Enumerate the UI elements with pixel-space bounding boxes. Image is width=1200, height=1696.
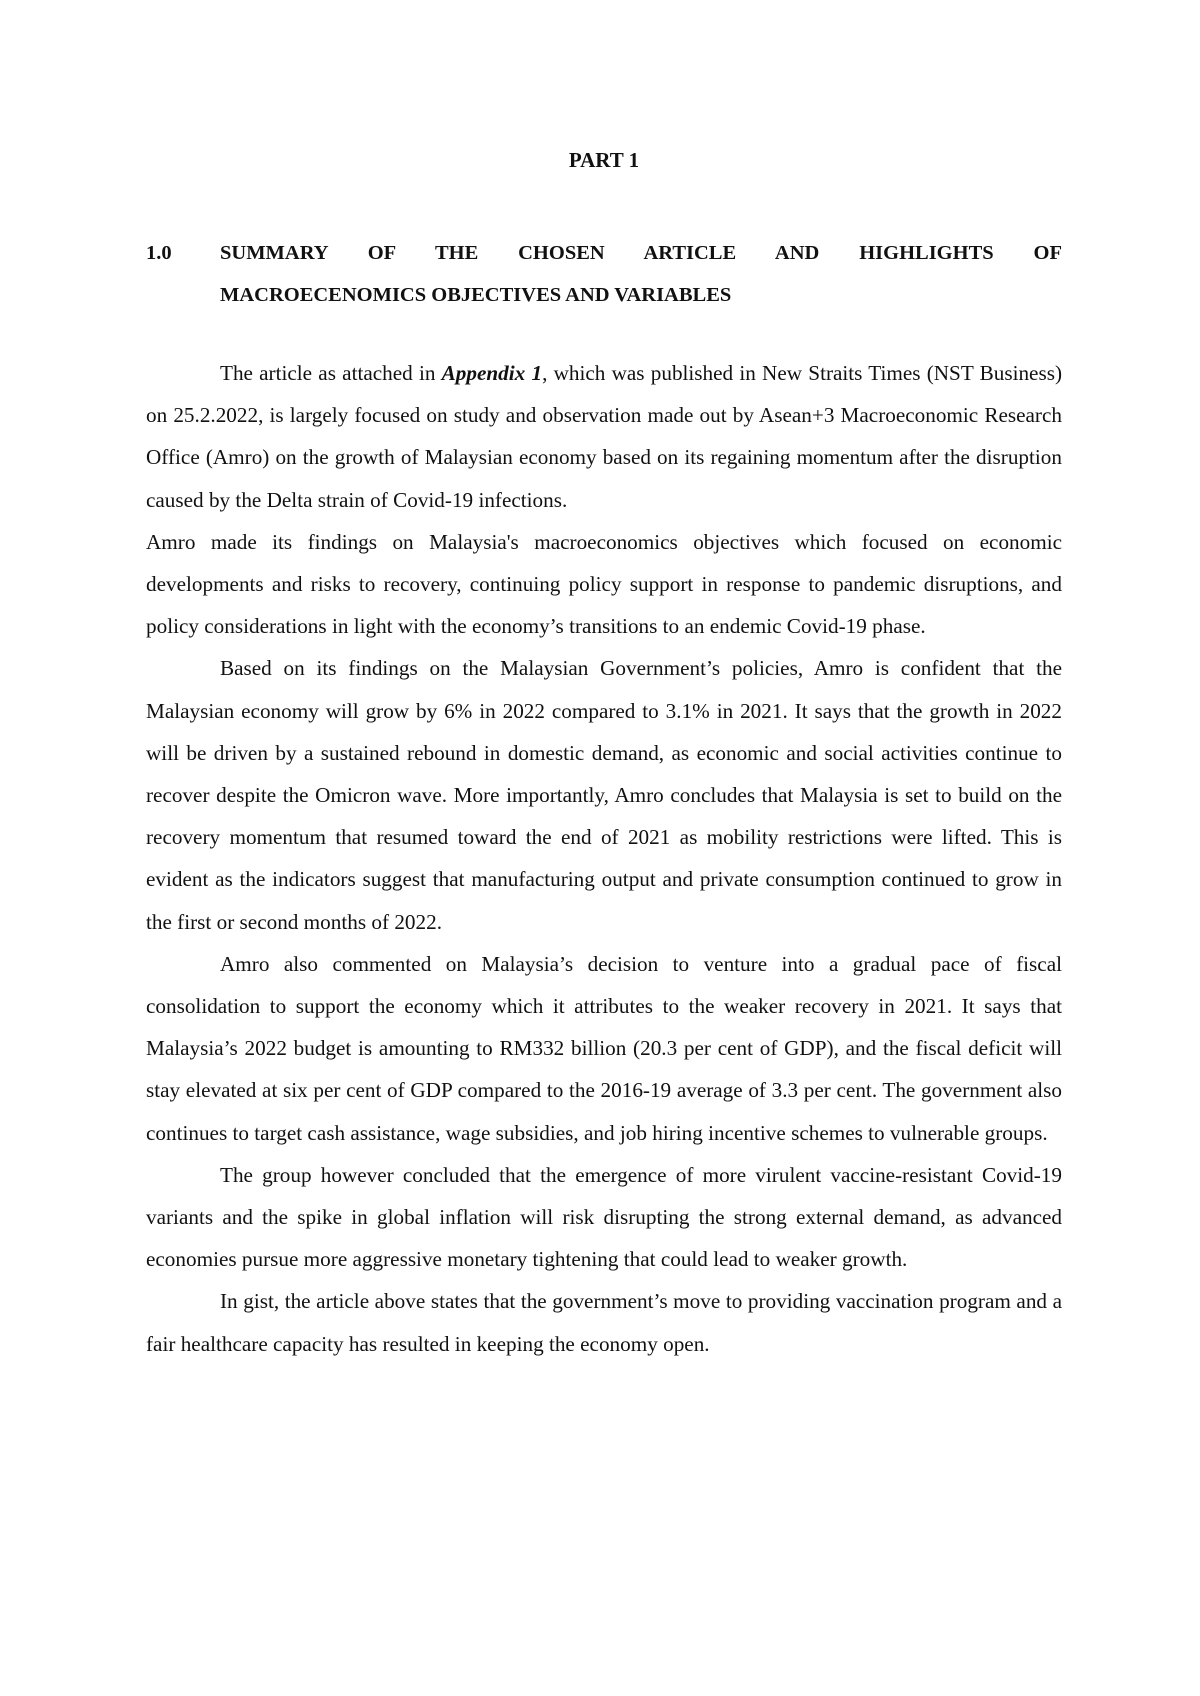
paragraph-2: Amro made its findings on Malaysia's macroeconomics objectives which focused on economic developments and risks to recovery, continuing policy support in response to pandemic disruptions, and policy considerations in light with the economy’s transitions to an endemic Covid-19 phase. — [146, 529, 1062, 639]
paragraph-5: The group however concluded that the emergence of more virulent vaccine-resistant Covid-19 variants and the spike in global inflation will risk disrupting the strong external demand, as advanced economies pursue more aggressive monetary tightening that could lead to weaker growth. — [146, 1162, 1062, 1272]
appendix-reference: Appendix 1 — [441, 361, 543, 385]
paragraph-1 — [146, 352, 1062, 521]
section-heading — [146, 232, 1062, 316]
paragraph-1-intro: The article as attached in — [220, 361, 442, 385]
section-number: 1.0 — [146, 242, 172, 264]
section-title-line-1: SUMMARY OF THE CHOSEN ARTICLE AND HIGHLIGHTS OF — [220, 242, 1062, 264]
section-title-line-2: MACROECENOMICS OBJECTIVES AND VARIABLES — [220, 284, 732, 306]
paragraph-4: Amro also commented on Malaysia’s decision to venture into a gradual pace of fiscal consolidation to support the economy which it attributes to the weaker recovery in 2021. It says that Malaysia’s 2022 budget is amounting to RM332 billion (20.3 per cent of GDP), and the fiscal deficit will stay elevated at six per cent of GDP compared to the 2016-19 average of 3.3 per cent. The government also continues to target cash assistance, wage subsidies, and job hiring incentive schemes to vulnerable groups. — [146, 951, 1062, 1145]
paragraph-6: In gist, the article above states that the government’s move to providing vaccination program and a fair healthcare capacity has resulted in keeping the economy open. — [146, 1289, 1062, 1356]
part-title: PART 1 — [568, 148, 640, 172]
paragraph-3: Based on its findings on the Malaysian Government’s policies, Amro is confident that the Malaysian economy will grow by 6% in 2022 compared to 3.1% in 2021. It says that the growth in 2022 will be driven by a sustained rebound in domestic demand, as economic and social activities continue to recover despite the Omicron wave. More importantly, Amro concludes that Malaysia is set to build on the recovery momentum that resumed toward the end of 2021 as mobility restrictions were lifted. This is evident as the indicators suggest that manufacturing output and private consumption continued to grow in the first or second months of 2022. — [146, 656, 1062, 934]
body-text — [146, 352, 1062, 1365]
paragraph-1-rest: , which was published in New Straits Times (NST Business) on 25.2.2022, is largely focused on study and observation made out by Asean+3 Macroeconomic Research Office (Amro) on the growth of Malaysian economy based on its regaining momentum after the disruption caused by the Delta strain of Covid-19 infections. — [146, 361, 1063, 512]
section-title — [220, 232, 1062, 316]
